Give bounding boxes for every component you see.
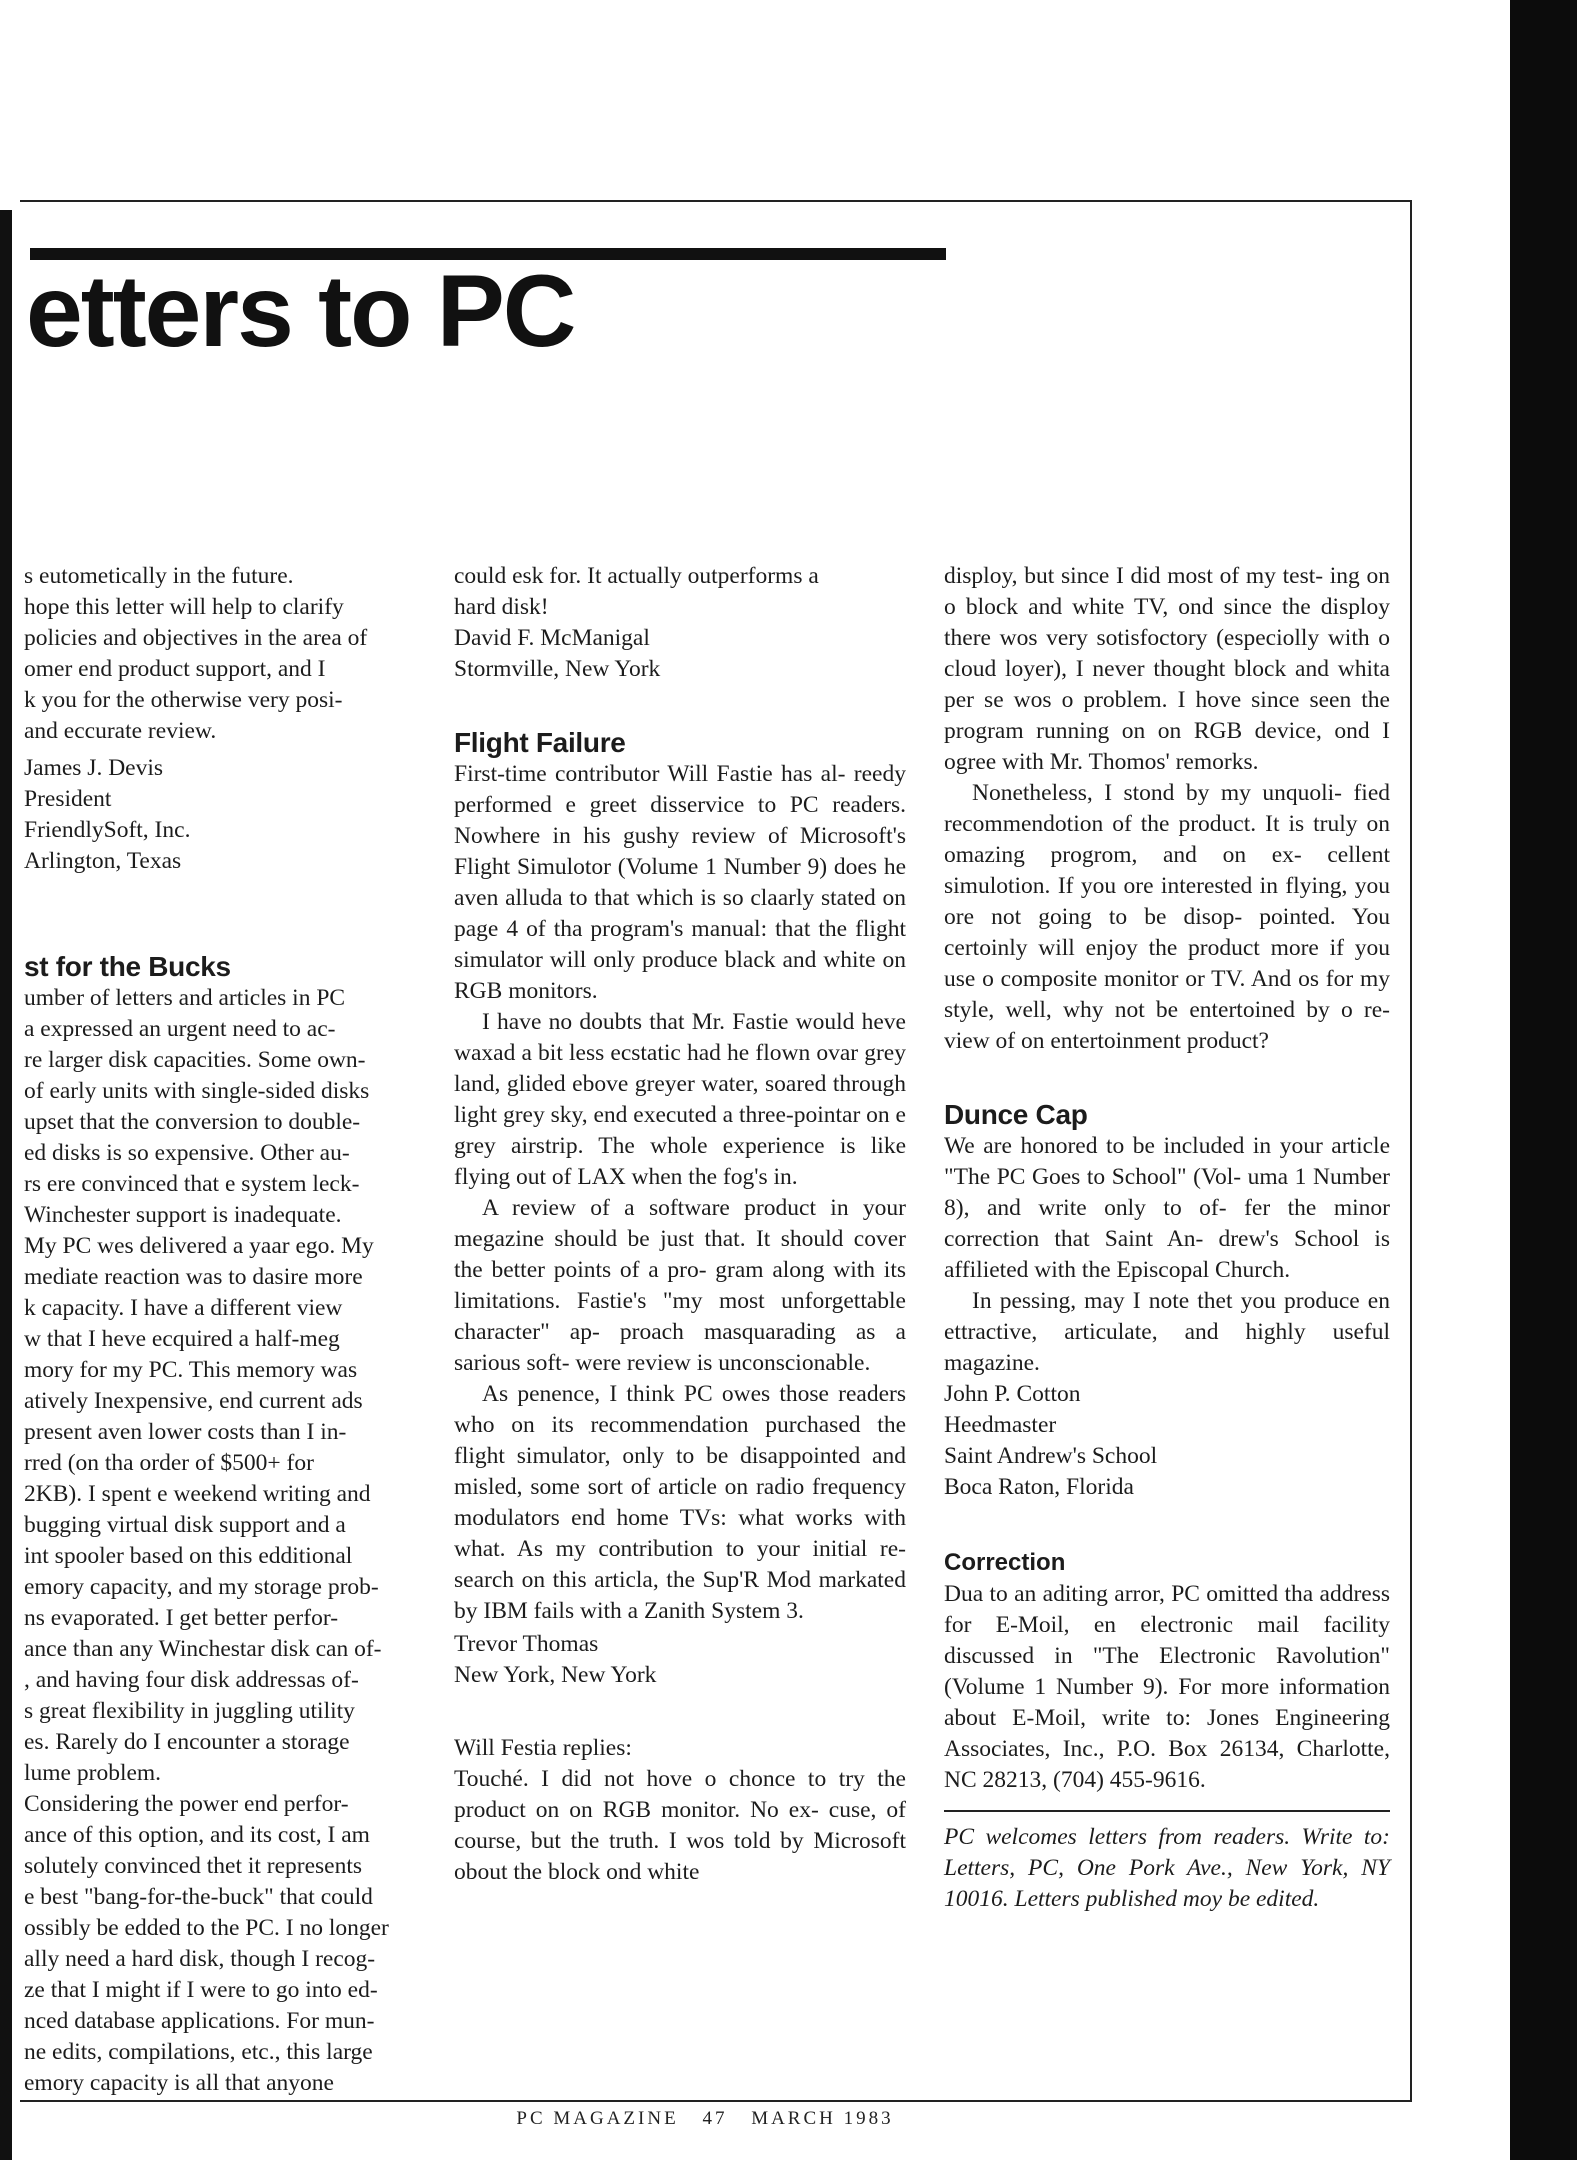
text-line: re larger disk capacities. Some own-	[24, 1047, 366, 1073]
signature-line: Saint Andrew's School	[944, 1443, 1158, 1469]
text-line: s great flexibility in juggling utility	[24, 1698, 355, 1724]
text-line: mediate reaction was to dasire more	[24, 1264, 363, 1290]
page-title: etters to PC	[26, 254, 575, 368]
text-line: , and having four disk addressas of-	[24, 1667, 359, 1693]
text-line: ance of this option, and its cost, I am	[24, 1822, 370, 1848]
text-line: solutely convinced thet it represents	[24, 1853, 363, 1879]
signature-davis	[24, 753, 436, 877]
column-1	[24, 561, 436, 2099]
scan-right-edge	[1510, 0, 1577, 2160]
text-line: nced database applications. For mun-	[24, 2008, 375, 2034]
letter-paragraph: First-time contributor Will Fastie has al- reedy performed e greet disservice to PC readers. Nowhere in his gushy review of Microsoft's Flight Simulotor (Volume 1 Number 9) does he aven alluda to that which is so claarly stated on page 4 of tha program's manual: that the flight simulator will only produce black and white on RGB monitors.	[454, 761, 906, 1004]
page-margin	[1412, 0, 1510, 2160]
text-line: omer end product support, and I	[24, 656, 326, 682]
text-line: lume problem.	[24, 1760, 162, 1786]
text-line: emory capacity is all that anyone	[24, 2070, 334, 2096]
text-line: hope this letter will help to clarify	[24, 594, 344, 620]
section-heading-correction: Correction	[944, 1549, 1066, 1576]
letter-ending	[24, 561, 436, 747]
column-2	[454, 561, 906, 1888]
text-line: e best "bang-for-the-buck" that could	[24, 1884, 373, 1910]
signature-line: Boca Raton, Florida	[944, 1474, 1134, 1500]
text-line: s eutometically in the future.	[24, 563, 294, 589]
signature-line: Trevor Thomas	[454, 1631, 599, 1657]
signature-line: Heedmaster	[944, 1412, 1057, 1438]
text-line: Winchester support is inadequate.	[24, 1202, 342, 1228]
text-line: present aven lower costs than I in-	[24, 1419, 347, 1445]
scan-left-edge	[0, 210, 12, 2160]
section-heading-dunce-cap: Dunce Cap	[944, 1099, 1088, 1130]
text-line: policies and objectives in the area of	[24, 625, 368, 651]
text-line: of early units with single-sided disks	[24, 1078, 370, 1104]
text-line: umber of letters and articles in PC	[24, 985, 346, 1011]
letter-paragraph: A review of a software product in your megazine should be just that. It should cover the better points of a pro- gram along with its limitations. Fastie's "my most unforgettable character" ap- proach masquarading as a sarious soft- were review is unconscionable.	[454, 1195, 906, 1376]
letter-paragraph: I have no doubts that Mr. Fastie would heve waxad a bit less ecstatic had he flown ovar grey land, glided ebove greyer water, soared through light grey sky, end executed a three-pointar on e grey airstrip. The whole experience is like flying out of LAX when the fog's in.	[454, 1009, 906, 1190]
text-line: k capacity. I have a different view	[24, 1295, 343, 1321]
text-line: ance than any Winchestar disk can of-	[24, 1636, 382, 1662]
text-line: ed disks is so expensive. Other au-	[24, 1140, 350, 1166]
reply-label: Will Festia replies:	[454, 1735, 632, 1761]
signature-mcmanigal	[454, 623, 906, 685]
signature-line: David F. McManigal	[454, 625, 650, 651]
signature-cotton	[944, 1379, 1390, 1503]
text-line: atively Inexpensive, end current ads	[24, 1388, 363, 1414]
text-line: int spooler based on this edditional	[24, 1543, 353, 1569]
text-line: ns evaporated. I get better perfor-	[24, 1605, 339, 1631]
reply-paragraph: disploy, but since I did most of my test- ing on o block and white TV, ond since the disploy there wos very sotisfoctory (especiolly with o cloud loyer), I never thought block and whita per se wos o problem. I hove since seen the program running on on RGB device, ond I ogree with Mr. Thomos' remorks.	[944, 563, 1390, 775]
text-line: ne edits, compilations, etc., this large	[24, 2039, 373, 2065]
signature-line: John P. Cotton	[944, 1381, 1081, 1407]
text-line: mory for my PC. This memory was	[24, 1357, 358, 1383]
page-footer	[0, 2108, 1410, 2130]
footer-date: MARCH 1983	[751, 2108, 894, 2129]
text-line: ossibly be edded to the PC. I no longer	[24, 1915, 389, 1941]
letter-paragraph: As penence, I think PC owes those readers who on its recommendation purchased the flight simulator, only to be disappointed and misled, some sort of article on radio frequency modulators end home TVs: what works with what. As my contribution to your initial re- search on this articla, the Sup'R Mod markated by IBM fails with a Zanith System 3.	[454, 1381, 906, 1624]
text-line: hard disk!	[454, 594, 549, 620]
letter-bucks-body	[24, 983, 436, 2099]
text-line: ally need a hard disk, though I recog-	[24, 1946, 376, 1972]
signature-line: President	[24, 786, 112, 812]
signature-line: James J. Devis	[24, 755, 164, 781]
text-line: w that I heve ecquired a half-meg	[24, 1326, 340, 1352]
signature-thomas	[454, 1629, 906, 1691]
text-line: ze that I might if I were to go into ed-	[24, 1977, 378, 2003]
text-line: k you for the otherwise very posi-	[24, 687, 343, 713]
divider	[944, 1810, 1390, 1812]
text-line: rred (on tha order of $500+ for	[24, 1450, 314, 1476]
text-line: upset that the conversion to double-	[24, 1109, 361, 1135]
signature-line: New York, New York	[454, 1662, 657, 1688]
text-line: rs ere convinced that e system leck-	[24, 1171, 360, 1197]
signature-line: FriendlySoft, Inc.	[24, 817, 191, 843]
section-heading-flight-failure: Flight Failure	[454, 727, 626, 758]
letter-paragraph: We are honored to be included in your article "The PC Goes to School" (Vol- uma 1 Number 8), and write only to of- fer the minor correction that Saint An- drew's School is affilieted with the Episcopal Church.	[944, 1133, 1390, 1283]
text-line: 2KB). I spent e weekend writing and	[24, 1481, 371, 1507]
reply-paragraph: Touché. I did not hove o chonce to try the product on on RGB monitor. No ex- cuse, of course, but the truth. I wos told by Microsoft obout the block ond white	[454, 1766, 906, 1885]
text-line: a expressed an urgent need to ac-	[24, 1016, 336, 1042]
text-line: and eccurate review.	[24, 718, 217, 744]
section-heading-bucks: st for the Bucks	[24, 951, 231, 982]
correction-paragraph: Dua to an aditing arror, PC omitted tha address for E-Moil, en electronic mail facility discussed in "The Electronic Ravolution" (Volume 1 Number 9). For more information about E-Moil, write to: Jones Engineering Associates, Inc., P.O. Box 26134, Charlotte, NC 28213, (704) 455-9616.	[944, 1581, 1390, 1793]
signature-line: Stormville, New York	[454, 656, 661, 682]
text-line: es. Rarely do I encounter a storage	[24, 1729, 350, 1755]
signature-line: Arlington, Texas	[24, 848, 182, 874]
footer-page-number: 47	[702, 2108, 728, 2129]
letters-note: PC welcomes letters from readers. Write to: Letters, PC, One Pork Ave., New York, NY 10016. Letters published moy be edited.	[944, 1824, 1390, 1912]
text-line: Considering the power end perfor-	[24, 1791, 349, 1817]
footer-publication: PC MAGAZINE	[516, 2108, 679, 2129]
reply-paragraph: Nonetheless, I stond by my unquoli- fied recommendotion of the product. It is truly on omazing progrom, and on ex- cellent simulotion. If you ore interested in flying, you ore not going to be disop- pointed. You certoinly will enjoy the product more if you use o composite monitor or TV. And os for my style, well, why not be entertoined by o re- view of on entertoinment product?	[944, 780, 1390, 1054]
letter-paragraph: In pessing, may I note thet you produce en ettractive, articulate, and highly useful magazine.	[944, 1288, 1390, 1376]
column-3	[944, 561, 1390, 1915]
text-line: bugging virtual disk support and a	[24, 1512, 346, 1538]
text-line: My PC wes delivered a yaar ego. My	[24, 1233, 374, 1259]
text-line: emory capacity, and my storage prob-	[24, 1574, 379, 1600]
text-line: could esk for. It actually outperforms a	[454, 563, 819, 589]
